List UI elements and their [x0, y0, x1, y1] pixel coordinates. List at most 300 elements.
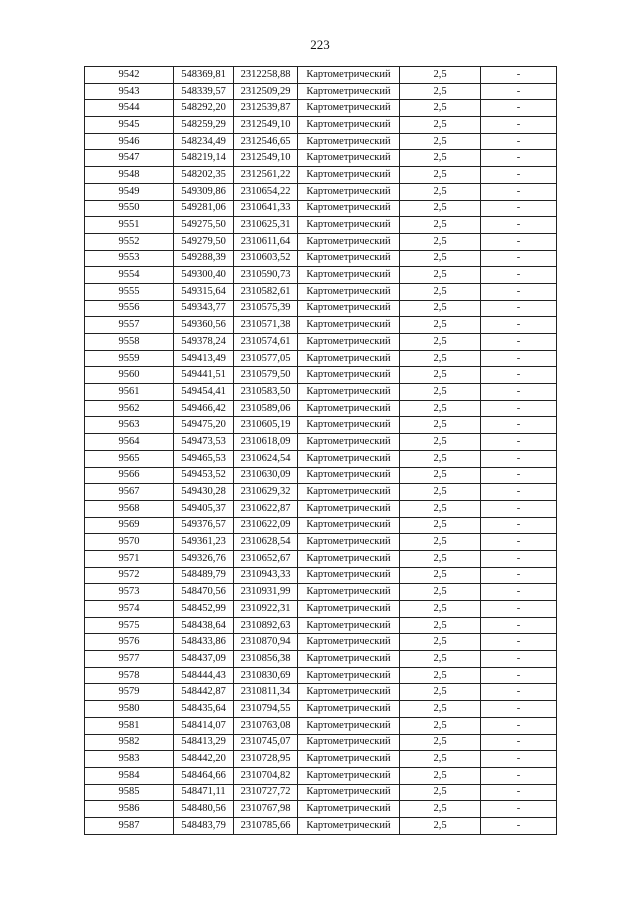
- x-coordinate-cell: 549281,06: [174, 200, 234, 217]
- y-coordinate-cell: 2310652,67: [234, 550, 298, 567]
- y-coordinate-cell: 2310590,73: [234, 267, 298, 284]
- y-coordinate-cell: 2310931,99: [234, 584, 298, 601]
- description-cell: -: [481, 200, 557, 217]
- description-cell: -: [481, 701, 557, 718]
- table-row: [85, 634, 557, 651]
- y-coordinate-cell: 2310704,82: [234, 767, 298, 784]
- x-coordinate-cell: 548437,09: [174, 651, 234, 668]
- point-number-cell: 9554: [85, 267, 174, 284]
- table-row: [85, 817, 557, 834]
- table-row: [85, 250, 557, 267]
- description-cell: -: [481, 283, 557, 300]
- point-number-cell: 9568: [85, 500, 174, 517]
- y-coordinate-cell: 2312509,29: [234, 83, 298, 100]
- description-cell: -: [481, 150, 557, 167]
- description-cell: -: [481, 517, 557, 534]
- x-coordinate-cell: 549475,20: [174, 417, 234, 434]
- table-row: [85, 100, 557, 117]
- method-cell: Картометрический: [298, 601, 400, 618]
- method-cell: Картометрический: [298, 500, 400, 517]
- x-coordinate-cell: 548219,14: [174, 150, 234, 167]
- point-number-cell: 9558: [85, 334, 174, 351]
- method-cell: Картометрический: [298, 167, 400, 184]
- x-coordinate-cell: 548444,43: [174, 667, 234, 684]
- y-coordinate-cell: 2310583,50: [234, 384, 298, 401]
- table-row: [85, 434, 557, 451]
- method-cell: Картометрический: [298, 467, 400, 484]
- y-coordinate-cell: 2310605,19: [234, 417, 298, 434]
- y-coordinate-cell: 2310745,07: [234, 734, 298, 751]
- x-coordinate-cell: 549361,23: [174, 534, 234, 551]
- description-cell: -: [481, 117, 557, 134]
- accuracy-cell: 2,5: [400, 200, 481, 217]
- description-cell: -: [481, 467, 557, 484]
- accuracy-cell: 2,5: [400, 717, 481, 734]
- x-coordinate-cell: 548369,81: [174, 67, 234, 84]
- accuracy-cell: 2,5: [400, 384, 481, 401]
- description-cell: -: [481, 767, 557, 784]
- y-coordinate-cell: 2310582,61: [234, 283, 298, 300]
- accuracy-cell: 2,5: [400, 701, 481, 718]
- accuracy-cell: 2,5: [400, 100, 481, 117]
- point-number-cell: 9573: [85, 584, 174, 601]
- point-number-cell: 9559: [85, 350, 174, 367]
- accuracy-cell: 2,5: [400, 300, 481, 317]
- coordinates-table-body: [85, 67, 557, 835]
- x-coordinate-cell: 548435,64: [174, 701, 234, 718]
- table-row: [85, 183, 557, 200]
- description-cell: -: [481, 634, 557, 651]
- table-row: [85, 117, 557, 134]
- point-number-cell: 9566: [85, 467, 174, 484]
- accuracy-cell: 2,5: [400, 617, 481, 634]
- point-number-cell: 9543: [85, 83, 174, 100]
- table-row: [85, 400, 557, 417]
- point-number-cell: 9563: [85, 417, 174, 434]
- y-coordinate-cell: 2310577,05: [234, 350, 298, 367]
- description-cell: -: [481, 133, 557, 150]
- point-number-cell: 9550: [85, 200, 174, 217]
- point-number-cell: 9565: [85, 450, 174, 467]
- y-coordinate-cell: 2310830,69: [234, 667, 298, 684]
- method-cell: Картометрический: [298, 450, 400, 467]
- y-coordinate-cell: 2310892,63: [234, 617, 298, 634]
- table-row: [85, 784, 557, 801]
- x-coordinate-cell: 548442,20: [174, 751, 234, 768]
- table-row: [85, 534, 557, 551]
- point-number-cell: 9545: [85, 117, 174, 134]
- y-coordinate-cell: 2310856,38: [234, 651, 298, 668]
- description-cell: -: [481, 267, 557, 284]
- method-cell: Картометрический: [298, 701, 400, 718]
- x-coordinate-cell: 548202,35: [174, 167, 234, 184]
- y-coordinate-cell: 2310571,38: [234, 317, 298, 334]
- y-coordinate-cell: 2310574,61: [234, 334, 298, 351]
- accuracy-cell: 2,5: [400, 601, 481, 618]
- accuracy-cell: 2,5: [400, 801, 481, 818]
- method-cell: Картометрический: [298, 283, 400, 300]
- method-cell: Картометрический: [298, 400, 400, 417]
- table-row: [85, 267, 557, 284]
- y-coordinate-cell: 2310611,64: [234, 233, 298, 250]
- description-cell: -: [481, 684, 557, 701]
- method-cell: Картометрический: [298, 183, 400, 200]
- description-cell: -: [481, 100, 557, 117]
- table-row: [85, 467, 557, 484]
- method-cell: Картометрический: [298, 67, 400, 84]
- point-number-cell: 9551: [85, 217, 174, 234]
- description-cell: -: [481, 667, 557, 684]
- point-number-cell: 9578: [85, 667, 174, 684]
- description-cell: -: [481, 67, 557, 84]
- accuracy-cell: 2,5: [400, 767, 481, 784]
- point-number-cell: 9546: [85, 133, 174, 150]
- x-coordinate-cell: 548414,07: [174, 717, 234, 734]
- x-coordinate-cell: 548433,86: [174, 634, 234, 651]
- point-number-cell: 9555: [85, 283, 174, 300]
- method-cell: Картометрический: [298, 550, 400, 567]
- table-row: [85, 734, 557, 751]
- method-cell: Картометрический: [298, 717, 400, 734]
- table-row: [85, 550, 557, 567]
- x-coordinate-cell: 548464,66: [174, 767, 234, 784]
- point-number-cell: 9570: [85, 534, 174, 551]
- method-cell: Картометрический: [298, 534, 400, 551]
- y-coordinate-cell: 2310654,22: [234, 183, 298, 200]
- description-cell: -: [481, 484, 557, 501]
- accuracy-cell: 2,5: [400, 817, 481, 834]
- y-coordinate-cell: 2310785,66: [234, 817, 298, 834]
- method-cell: Картометрический: [298, 434, 400, 451]
- x-coordinate-cell: 549466,42: [174, 400, 234, 417]
- method-cell: Картометрический: [298, 417, 400, 434]
- table-row: [85, 367, 557, 384]
- method-cell: Картометрический: [298, 767, 400, 784]
- method-cell: Картометрический: [298, 334, 400, 351]
- y-coordinate-cell: 2310763,08: [234, 717, 298, 734]
- accuracy-cell: 2,5: [400, 667, 481, 684]
- y-coordinate-cell: 2310618,09: [234, 434, 298, 451]
- x-coordinate-cell: 548292,20: [174, 100, 234, 117]
- method-cell: Картометрический: [298, 250, 400, 267]
- method-cell: Картометрический: [298, 784, 400, 801]
- table-row: [85, 300, 557, 317]
- accuracy-cell: 2,5: [400, 434, 481, 451]
- accuracy-cell: 2,5: [400, 751, 481, 768]
- x-coordinate-cell: 548442,87: [174, 684, 234, 701]
- point-number-cell: 9560: [85, 367, 174, 384]
- y-coordinate-cell: 2312561,22: [234, 167, 298, 184]
- point-number-cell: 9577: [85, 651, 174, 668]
- table-row: [85, 717, 557, 734]
- accuracy-cell: 2,5: [400, 133, 481, 150]
- accuracy-cell: 2,5: [400, 233, 481, 250]
- x-coordinate-cell: 549326,76: [174, 550, 234, 567]
- method-cell: Картометрический: [298, 217, 400, 234]
- accuracy-cell: 2,5: [400, 267, 481, 284]
- method-cell: Картометрический: [298, 300, 400, 317]
- method-cell: Картометрический: [298, 150, 400, 167]
- y-coordinate-cell: 2310625,31: [234, 217, 298, 234]
- y-coordinate-cell: 2310870,94: [234, 634, 298, 651]
- description-cell: -: [481, 601, 557, 618]
- method-cell: Картометрический: [298, 317, 400, 334]
- description-cell: -: [481, 817, 557, 834]
- point-number-cell: 9561: [85, 384, 174, 401]
- accuracy-cell: 2,5: [400, 484, 481, 501]
- table-row: [85, 384, 557, 401]
- x-coordinate-cell: 548471,11: [174, 784, 234, 801]
- accuracy-cell: 2,5: [400, 250, 481, 267]
- table-row: [85, 801, 557, 818]
- table-row: [85, 133, 557, 150]
- description-cell: -: [481, 784, 557, 801]
- method-cell: Картометрический: [298, 367, 400, 384]
- point-number-cell: 9586: [85, 801, 174, 818]
- x-coordinate-cell: 548413,29: [174, 734, 234, 751]
- point-number-cell: 9575: [85, 617, 174, 634]
- table-row: [85, 83, 557, 100]
- y-coordinate-cell: 2310575,39: [234, 300, 298, 317]
- description-cell: -: [481, 233, 557, 250]
- y-coordinate-cell: 2312546,65: [234, 133, 298, 150]
- y-coordinate-cell: 2310628,54: [234, 534, 298, 551]
- method-cell: Картометрический: [298, 117, 400, 134]
- table-row: [85, 150, 557, 167]
- y-coordinate-cell: 2310622,87: [234, 500, 298, 517]
- description-cell: -: [481, 450, 557, 467]
- method-cell: Картометрический: [298, 567, 400, 584]
- x-coordinate-cell: 549343,77: [174, 300, 234, 317]
- table-row: [85, 601, 557, 618]
- method-cell: Картометрический: [298, 584, 400, 601]
- y-coordinate-cell: 2310629,32: [234, 484, 298, 501]
- description-cell: -: [481, 567, 557, 584]
- point-number-cell: 9569: [85, 517, 174, 534]
- y-coordinate-cell: 2310767,98: [234, 801, 298, 818]
- y-coordinate-cell: 2312549,10: [234, 117, 298, 134]
- x-coordinate-cell: 548489,79: [174, 567, 234, 584]
- y-coordinate-cell: 2310579,50: [234, 367, 298, 384]
- point-number-cell: 9582: [85, 734, 174, 751]
- accuracy-cell: 2,5: [400, 734, 481, 751]
- description-cell: -: [481, 584, 557, 601]
- accuracy-cell: 2,5: [400, 350, 481, 367]
- y-coordinate-cell: 2310624,54: [234, 450, 298, 467]
- point-number-cell: 9571: [85, 550, 174, 567]
- table-row: [85, 217, 557, 234]
- accuracy-cell: 2,5: [400, 534, 481, 551]
- point-number-cell: 9553: [85, 250, 174, 267]
- accuracy-cell: 2,5: [400, 117, 481, 134]
- description-cell: -: [481, 250, 557, 267]
- y-coordinate-cell: 2310641,33: [234, 200, 298, 217]
- method-cell: Картометрический: [298, 817, 400, 834]
- table-row: [85, 334, 557, 351]
- accuracy-cell: 2,5: [400, 183, 481, 200]
- point-number-cell: 9567: [85, 484, 174, 501]
- method-cell: Картометрический: [298, 634, 400, 651]
- method-cell: Картометрический: [298, 233, 400, 250]
- y-coordinate-cell: 2310622,09: [234, 517, 298, 534]
- table-row: [85, 167, 557, 184]
- accuracy-cell: 2,5: [400, 500, 481, 517]
- table-row: [85, 484, 557, 501]
- description-cell: -: [481, 734, 557, 751]
- method-cell: Картометрический: [298, 684, 400, 701]
- x-coordinate-cell: 549300,40: [174, 267, 234, 284]
- description-cell: -: [481, 434, 557, 451]
- point-number-cell: 9556: [85, 300, 174, 317]
- table-row: [85, 617, 557, 634]
- accuracy-cell: 2,5: [400, 584, 481, 601]
- accuracy-cell: 2,5: [400, 83, 481, 100]
- x-coordinate-cell: 548339,57: [174, 83, 234, 100]
- x-coordinate-cell: 549454,41: [174, 384, 234, 401]
- accuracy-cell: 2,5: [400, 283, 481, 300]
- point-number-cell: 9549: [85, 183, 174, 200]
- accuracy-cell: 2,5: [400, 567, 481, 584]
- accuracy-cell: 2,5: [400, 334, 481, 351]
- method-cell: Картометрический: [298, 83, 400, 100]
- description-cell: -: [481, 801, 557, 818]
- point-number-cell: 9557: [85, 317, 174, 334]
- accuracy-cell: 2,5: [400, 634, 481, 651]
- x-coordinate-cell: 549309,86: [174, 183, 234, 200]
- method-cell: Картометрический: [298, 200, 400, 217]
- y-coordinate-cell: 2310811,34: [234, 684, 298, 701]
- accuracy-cell: 2,5: [400, 367, 481, 384]
- table-row: [85, 584, 557, 601]
- table-row: [85, 767, 557, 784]
- x-coordinate-cell: 549279,50: [174, 233, 234, 250]
- description-cell: -: [481, 534, 557, 551]
- table-row: [85, 667, 557, 684]
- description-cell: -: [481, 217, 557, 234]
- y-coordinate-cell: 2310727,72: [234, 784, 298, 801]
- accuracy-cell: 2,5: [400, 517, 481, 534]
- accuracy-cell: 2,5: [400, 150, 481, 167]
- x-coordinate-cell: 549275,50: [174, 217, 234, 234]
- accuracy-cell: 2,5: [400, 67, 481, 84]
- accuracy-cell: 2,5: [400, 400, 481, 417]
- x-coordinate-cell: 549465,53: [174, 450, 234, 467]
- accuracy-cell: 2,5: [400, 651, 481, 668]
- y-coordinate-cell: 2312258,88: [234, 67, 298, 84]
- point-number-cell: 9547: [85, 150, 174, 167]
- point-number-cell: 9579: [85, 684, 174, 701]
- y-coordinate-cell: 2312539,87: [234, 100, 298, 117]
- description-cell: -: [481, 317, 557, 334]
- y-coordinate-cell: 2310794,55: [234, 701, 298, 718]
- table-row: [85, 200, 557, 217]
- x-coordinate-cell: 549376,57: [174, 517, 234, 534]
- accuracy-cell: 2,5: [400, 550, 481, 567]
- method-cell: Картометрический: [298, 517, 400, 534]
- method-cell: Картометрический: [298, 350, 400, 367]
- point-number-cell: 9585: [85, 784, 174, 801]
- point-number-cell: 9587: [85, 817, 174, 834]
- accuracy-cell: 2,5: [400, 784, 481, 801]
- point-number-cell: 9574: [85, 601, 174, 618]
- point-number-cell: 9542: [85, 67, 174, 84]
- y-coordinate-cell: 2310728,95: [234, 751, 298, 768]
- description-cell: -: [481, 367, 557, 384]
- method-cell: Картометрический: [298, 100, 400, 117]
- y-coordinate-cell: 2312549,10: [234, 150, 298, 167]
- description-cell: -: [481, 751, 557, 768]
- accuracy-cell: 2,5: [400, 217, 481, 234]
- point-number-cell: 9562: [85, 400, 174, 417]
- method-cell: Картометрический: [298, 651, 400, 668]
- description-cell: -: [481, 183, 557, 200]
- table-row: [85, 317, 557, 334]
- description-cell: -: [481, 550, 557, 567]
- method-cell: Картометрический: [298, 133, 400, 150]
- x-coordinate-cell: 548483,79: [174, 817, 234, 834]
- method-cell: Картометрический: [298, 484, 400, 501]
- table-row: [85, 500, 557, 517]
- point-number-cell: 9544: [85, 100, 174, 117]
- point-number-cell: 9580: [85, 701, 174, 718]
- x-coordinate-cell: 549288,39: [174, 250, 234, 267]
- x-coordinate-cell: 549315,64: [174, 283, 234, 300]
- x-coordinate-cell: 548480,56: [174, 801, 234, 818]
- point-number-cell: 9581: [85, 717, 174, 734]
- accuracy-cell: 2,5: [400, 417, 481, 434]
- table-row: [85, 517, 557, 534]
- description-cell: -: [481, 717, 557, 734]
- method-cell: Картометрический: [298, 734, 400, 751]
- x-coordinate-cell: 549473,53: [174, 434, 234, 451]
- x-coordinate-cell: 548234,49: [174, 133, 234, 150]
- description-cell: -: [481, 651, 557, 668]
- y-coordinate-cell: 2310603,52: [234, 250, 298, 267]
- x-coordinate-cell: 549413,49: [174, 350, 234, 367]
- x-coordinate-cell: 548438,64: [174, 617, 234, 634]
- description-cell: -: [481, 167, 557, 184]
- table-row: [85, 450, 557, 467]
- method-cell: Картометрический: [298, 751, 400, 768]
- table-row: [85, 651, 557, 668]
- x-coordinate-cell: 549360,56: [174, 317, 234, 334]
- table-row: [85, 684, 557, 701]
- y-coordinate-cell: 2310922,31: [234, 601, 298, 618]
- point-number-cell: 9548: [85, 167, 174, 184]
- description-cell: -: [481, 500, 557, 517]
- x-coordinate-cell: 548259,29: [174, 117, 234, 134]
- y-coordinate-cell: 2310589,06: [234, 400, 298, 417]
- point-number-cell: 9564: [85, 434, 174, 451]
- description-cell: -: [481, 384, 557, 401]
- x-coordinate-cell: 549453,52: [174, 467, 234, 484]
- description-cell: -: [481, 400, 557, 417]
- point-number-cell: 9576: [85, 634, 174, 651]
- point-number-cell: 9572: [85, 567, 174, 584]
- coordinates-table: [84, 66, 557, 835]
- description-cell: -: [481, 417, 557, 434]
- description-cell: -: [481, 83, 557, 100]
- point-number-cell: 9552: [85, 233, 174, 250]
- accuracy-cell: 2,5: [400, 684, 481, 701]
- x-coordinate-cell: 548452,99: [174, 601, 234, 618]
- description-cell: -: [481, 300, 557, 317]
- x-coordinate-cell: 549430,28: [174, 484, 234, 501]
- x-coordinate-cell: 549405,37: [174, 500, 234, 517]
- table-row: [85, 417, 557, 434]
- accuracy-cell: 2,5: [400, 167, 481, 184]
- point-number-cell: 9583: [85, 751, 174, 768]
